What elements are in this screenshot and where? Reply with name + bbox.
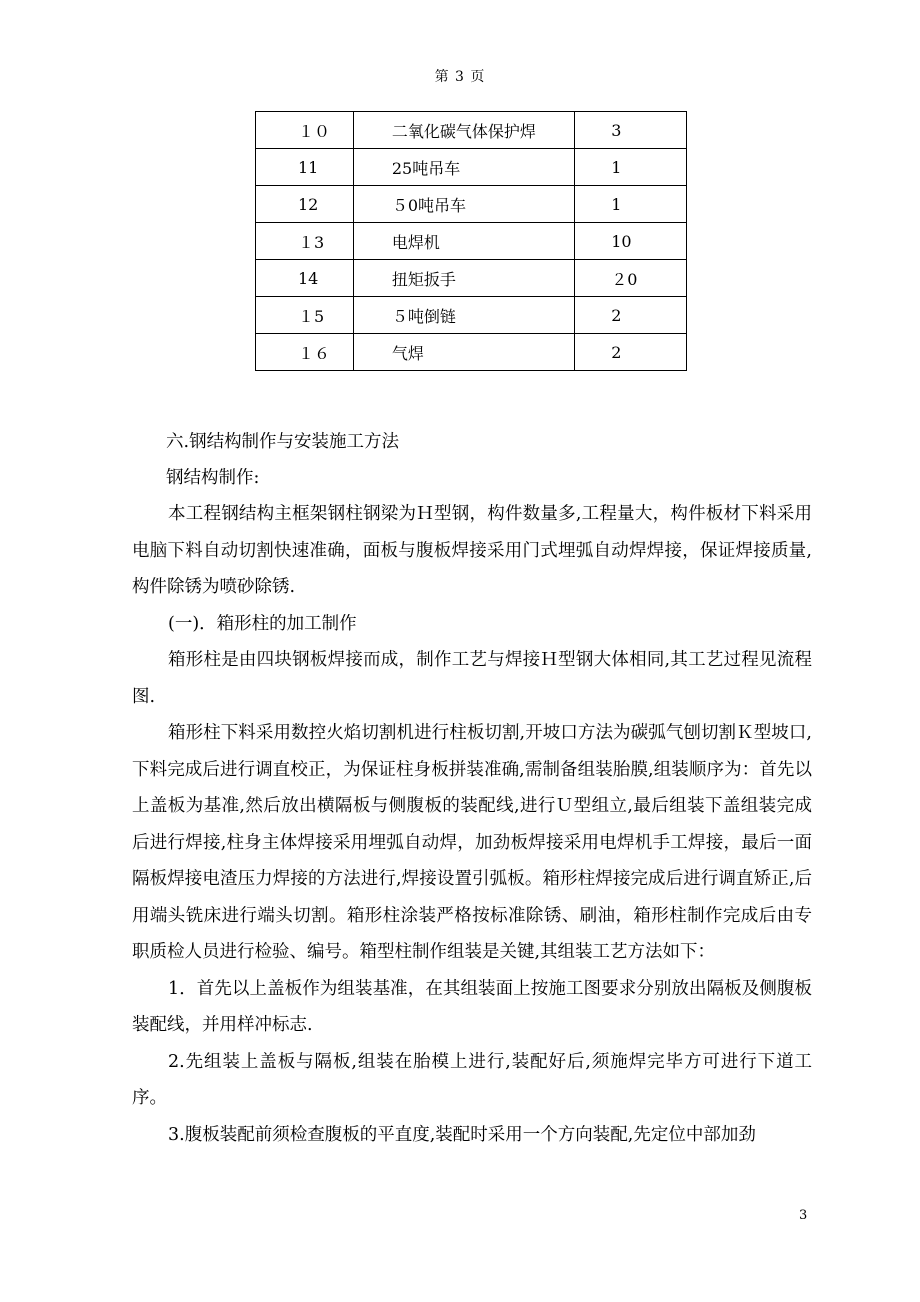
assembly-step-3: 3.腹板装配前须检查腹板的平直度,装配时采用一个方向装配,先定位中部加劲 xyxy=(168,1124,756,1145)
body-content xyxy=(132,496,812,1153)
table-row xyxy=(256,297,687,334)
equipment-quantity: 1 xyxy=(575,149,687,186)
row-number: 14 xyxy=(256,260,354,297)
page-header: 第 3 页 xyxy=(434,69,486,85)
equipment-name: ５吨倒链 xyxy=(353,297,574,334)
table-row xyxy=(256,260,687,297)
equipment-quantity: 10 xyxy=(575,223,687,260)
row-number: １3 xyxy=(256,223,354,260)
equipment-name: 扭矩扳手 xyxy=(353,260,574,297)
equipment-quantity: ２0 xyxy=(575,260,687,297)
equipment-table xyxy=(255,111,687,371)
section-heading: 六.钢结构制作与安装施工方法 xyxy=(166,432,400,452)
section-subheading: 钢结构制作: xyxy=(166,468,260,488)
equipment-name: ５0吨吊车 xyxy=(353,186,574,223)
row-number: 11 xyxy=(256,149,354,186)
section-headings xyxy=(166,424,826,496)
page-number: 3 xyxy=(799,1208,808,1223)
box-column-paragraph-2: 箱形柱下料采用数控火焰切割机进行柱板切割,开坡口方法为碳弧气刨切割Ｋ型坡口,下料完成后进行调直校正，为保证柱身板拼装准确,需制备组装胎膜,组装顺序为：首先以上盖板为基准,然后放出横隔板与侧腹板的装配线,进行Ｕ型组立,最后组装下盖组装完成后进行焊接,柱身主体焊接采用埋弧自动焊，加劲板焊接采用电焊机手工焊接，最后一面隔板焊接电渣压力焊接的方法进行,焊接设置引弧板。箱形柱焊接完成后进行调直矫正,后用端头铣床进行端头切割。箱形柱涂装严格按标准除锈、刷油，箱形柱制作完成后由专职质检人员进行检验、编号。箱型柱制作组装是关键,其组装工艺方法如下： xyxy=(132,723,812,962)
equipment-quantity: 1 xyxy=(575,186,687,223)
equipment-quantity: 2 xyxy=(575,334,687,371)
row-number: １６ xyxy=(256,334,354,371)
row-number: 12 xyxy=(256,186,354,223)
table-row xyxy=(256,186,687,223)
equipment-quantity: 3 xyxy=(575,112,687,149)
subsection-title: (一)．箱形柱的加工制作 xyxy=(168,613,357,634)
table-row xyxy=(256,112,687,149)
assembly-step-1: 1．首先以上盖板作为组装基准，在其组装面上按施工图要求分别放出隔板及侧腹板装配线，并用样冲标志. xyxy=(132,978,812,1035)
equipment-name: 二氧化碳气体保护焊 xyxy=(353,112,574,149)
row-number: １5 xyxy=(256,297,354,334)
box-column-paragraph-1: 箱形柱是由四块钢板焊接而成，制作工艺与焊接Ｈ型钢大体相同,其工艺过程见流程图. xyxy=(132,650,812,707)
table-row xyxy=(256,149,687,186)
equipment-name: 气焊 xyxy=(353,334,574,371)
intro-paragraph: 本工程钢结构主框架钢柱钢梁为Ｈ型钢，构件数量多,工程量大，构件板材下料采用电脑下料自动切割快速准确，面板与腹板焊接采用门式埋弧自动焊焊接，保证焊接质量,构件除锈为喷砂除锈. xyxy=(132,504,812,597)
equipment-name: 电焊机 xyxy=(353,223,574,260)
row-number: １０ xyxy=(256,112,354,149)
table-row xyxy=(256,223,687,260)
equipment-quantity: 2 xyxy=(575,297,687,334)
equipment-name: 25吨吊车 xyxy=(353,149,574,186)
table-row xyxy=(256,334,687,371)
assembly-step-2: 2.先组装上盖板与隔板,组装在胎模上进行,装配好后,须施焊完毕方可进行下道工序。 xyxy=(132,1051,812,1108)
